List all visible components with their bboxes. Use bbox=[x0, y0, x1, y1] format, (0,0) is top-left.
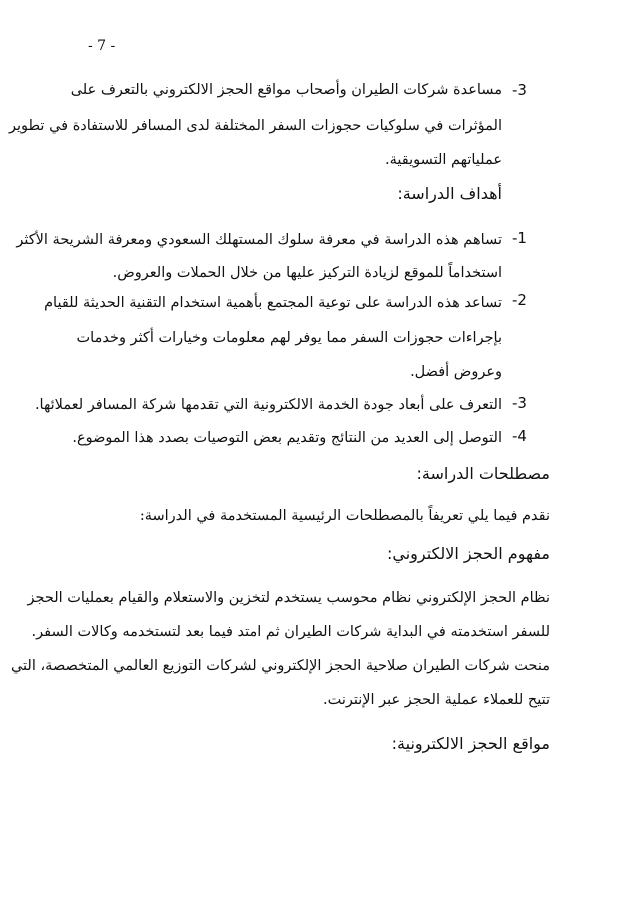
list-item-line: استخداماً للموقع لزيادة التركيز عليها من خلال الحملات والعروض. bbox=[112, 265, 502, 281]
list-item-line: تساعد هذه الدراسة على توعية المجتمع بأهمية استخدام التقنية الحديثة للقيام bbox=[44, 295, 502, 311]
list-item-line: مساعدة شركات الطيران وأصحاب مواقع الحجز الالكتروني بالتعرف على bbox=[70, 82, 502, 98]
list-item-number: -1 bbox=[512, 229, 527, 247]
paragraph-intro: نقدم فيما يلي تعريفاً بالمصطلحات الرئيسية المستخدمة في الدراسة: bbox=[139, 508, 550, 524]
list-item-number: -3 bbox=[512, 394, 527, 412]
list-item-number: -2 bbox=[512, 291, 527, 309]
list-item-line: عملياتهم التسويقية. bbox=[385, 152, 502, 168]
list-item-line: وعروض أفضل. bbox=[410, 364, 502, 380]
section-heading-terms: مصطلحات الدراسة: bbox=[416, 464, 550, 483]
paragraph-line: تتيح للعملاء عملية الحجز عبر الإنترنت. bbox=[322, 692, 550, 708]
page-number: - 7 - bbox=[88, 38, 116, 54]
list-item-line: التعرف على أبعاد جودة الخدمة الالكترونية التي تقدمها شركة المسافر لعملائها. bbox=[34, 397, 502, 413]
section-heading-concept: مفهوم الحجز الالكتروني: bbox=[386, 544, 550, 563]
section-heading-objectives: أهداف الدراسة: bbox=[397, 184, 502, 203]
list-item-line: بإجراءات حجوزات السفر مما يوفر لهم معلومات وخيارات أكثر وخدمات bbox=[76, 330, 502, 346]
list-item-line: التوصل إلى العديد من النتائج وتقديم بعض التوصيات بصدد هذا الموضوع. bbox=[72, 430, 502, 446]
paragraph-line: نظام الحجز الإلكتروني نظام محوسب يستخدم لتخزين والاستعلام والقيام بعمليات الحجز bbox=[27, 590, 550, 606]
list-item-number: -3 bbox=[512, 81, 527, 99]
list-item-line: المؤثرات في سلوكيات حجوزات السفر المختلفة لدى المسافر للاستفادة في تطوير bbox=[9, 118, 502, 134]
paragraph-line: منحت شركات الطيران صلاحية الحجز الإلكتروني لشركات التوزيع العالمي المتخصصة، التي bbox=[10, 658, 550, 674]
paragraph-line: للسفر استخدمته في البداية شركات الطيران ثم امتد فيما بعد لتستخدمه وكالات السفر. bbox=[31, 624, 550, 640]
section-heading-sites: مواقع الحجز الالكترونية: bbox=[391, 734, 550, 753]
list-item-line: تساهم هذه الدراسة في معرفة سلوك المستهلك السعودي ومعرفة الشريحة الأكثر bbox=[16, 232, 502, 248]
list-item-number: -4 bbox=[512, 427, 527, 445]
